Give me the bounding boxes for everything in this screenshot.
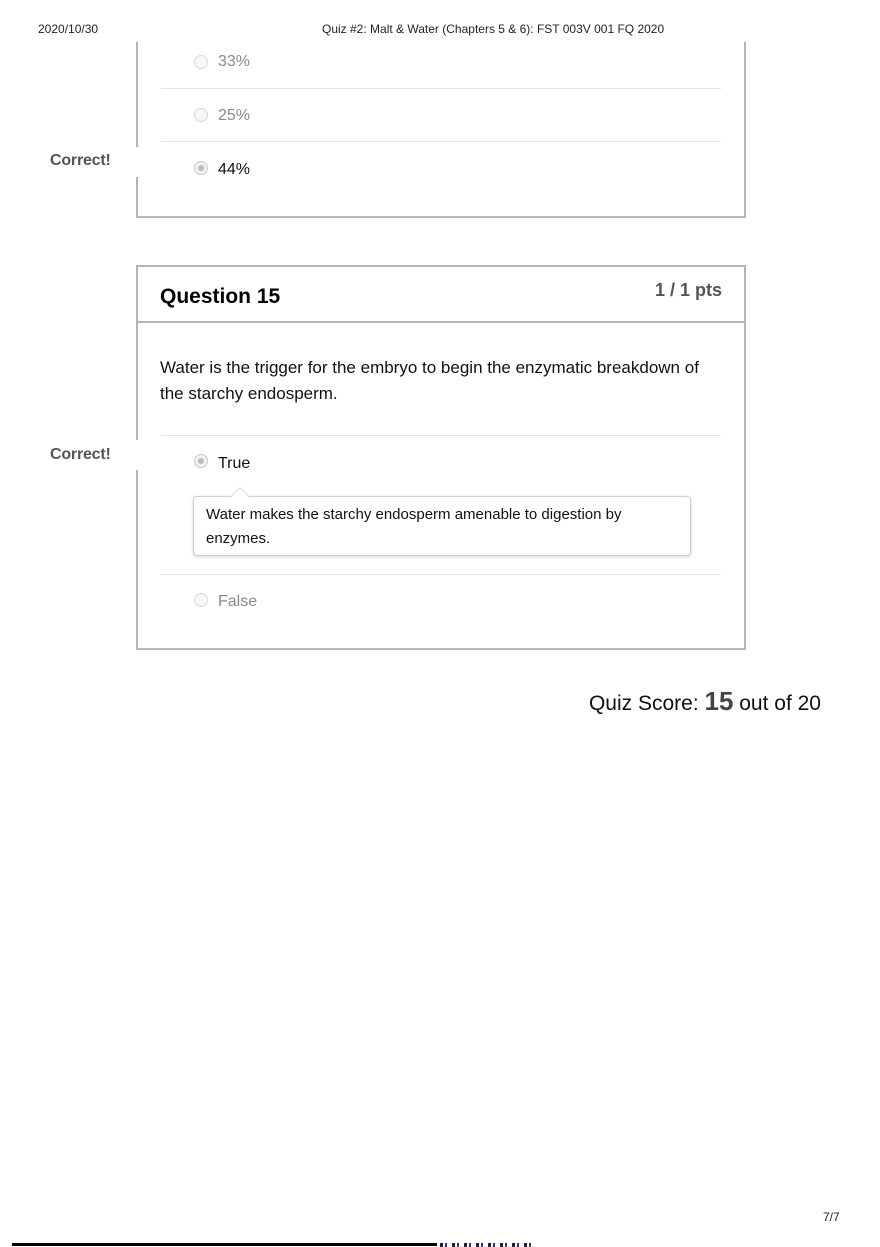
footer-marks [440, 1243, 535, 1247]
answer-option[interactable] [161, 88, 721, 141]
question-card [136, 265, 746, 650]
question-header [138, 267, 744, 323]
quiz-score-prefix: Quiz Score: [588, 692, 705, 715]
answer-option-selected[interactable] [161, 435, 721, 488]
answer-label: False [218, 593, 258, 610]
answer-label: 44% [218, 161, 251, 178]
radio-unselected-icon[interactable] [194, 593, 208, 607]
print-page-title: Quiz #2: Malt & Water (Chapters 5 & 6): FST 003V 001 FQ 2020 [322, 22, 665, 36]
page-number: 7/7 [823, 1210, 840, 1224]
question-card-partial [136, 42, 746, 218]
radio-unselected-icon[interactable] [194, 108, 208, 122]
answer-option[interactable] [161, 574, 721, 627]
radio-unselected-icon[interactable] [194, 55, 208, 69]
question-title: Question 15 [160, 285, 281, 308]
footer-bar [12, 1243, 437, 1246]
print-date: 2020/10/30 [38, 22, 99, 36]
comment-pointer-icon [230, 487, 250, 497]
answer-comment-text: Water makes the starchy endosperm amenable to digestion by enzymes. [206, 506, 622, 547]
question-points: 1 / 1 pts [654, 280, 722, 300]
quiz-score-value: 15 [704, 686, 734, 716]
correct-indicator: Correct! [50, 446, 111, 463]
radio-selected-icon[interactable] [194, 161, 208, 175]
quiz-score [589, 686, 821, 717]
answer-label: True [218, 455, 251, 472]
answer-label: 33% [218, 53, 251, 70]
answer-comment [193, 496, 691, 556]
question-text: Water is the trigger for the embryo to begin the enzymatic breakdown of the starchy endosperm. [160, 358, 699, 403]
quiz-score-suffix: out of 20 [733, 692, 821, 715]
radio-selected-icon[interactable] [194, 454, 208, 468]
answer-label: 25% [218, 107, 251, 124]
answer-option-selected[interactable] [161, 141, 721, 194]
correct-indicator: Correct! [50, 152, 111, 169]
print-header [0, 22, 880, 38]
